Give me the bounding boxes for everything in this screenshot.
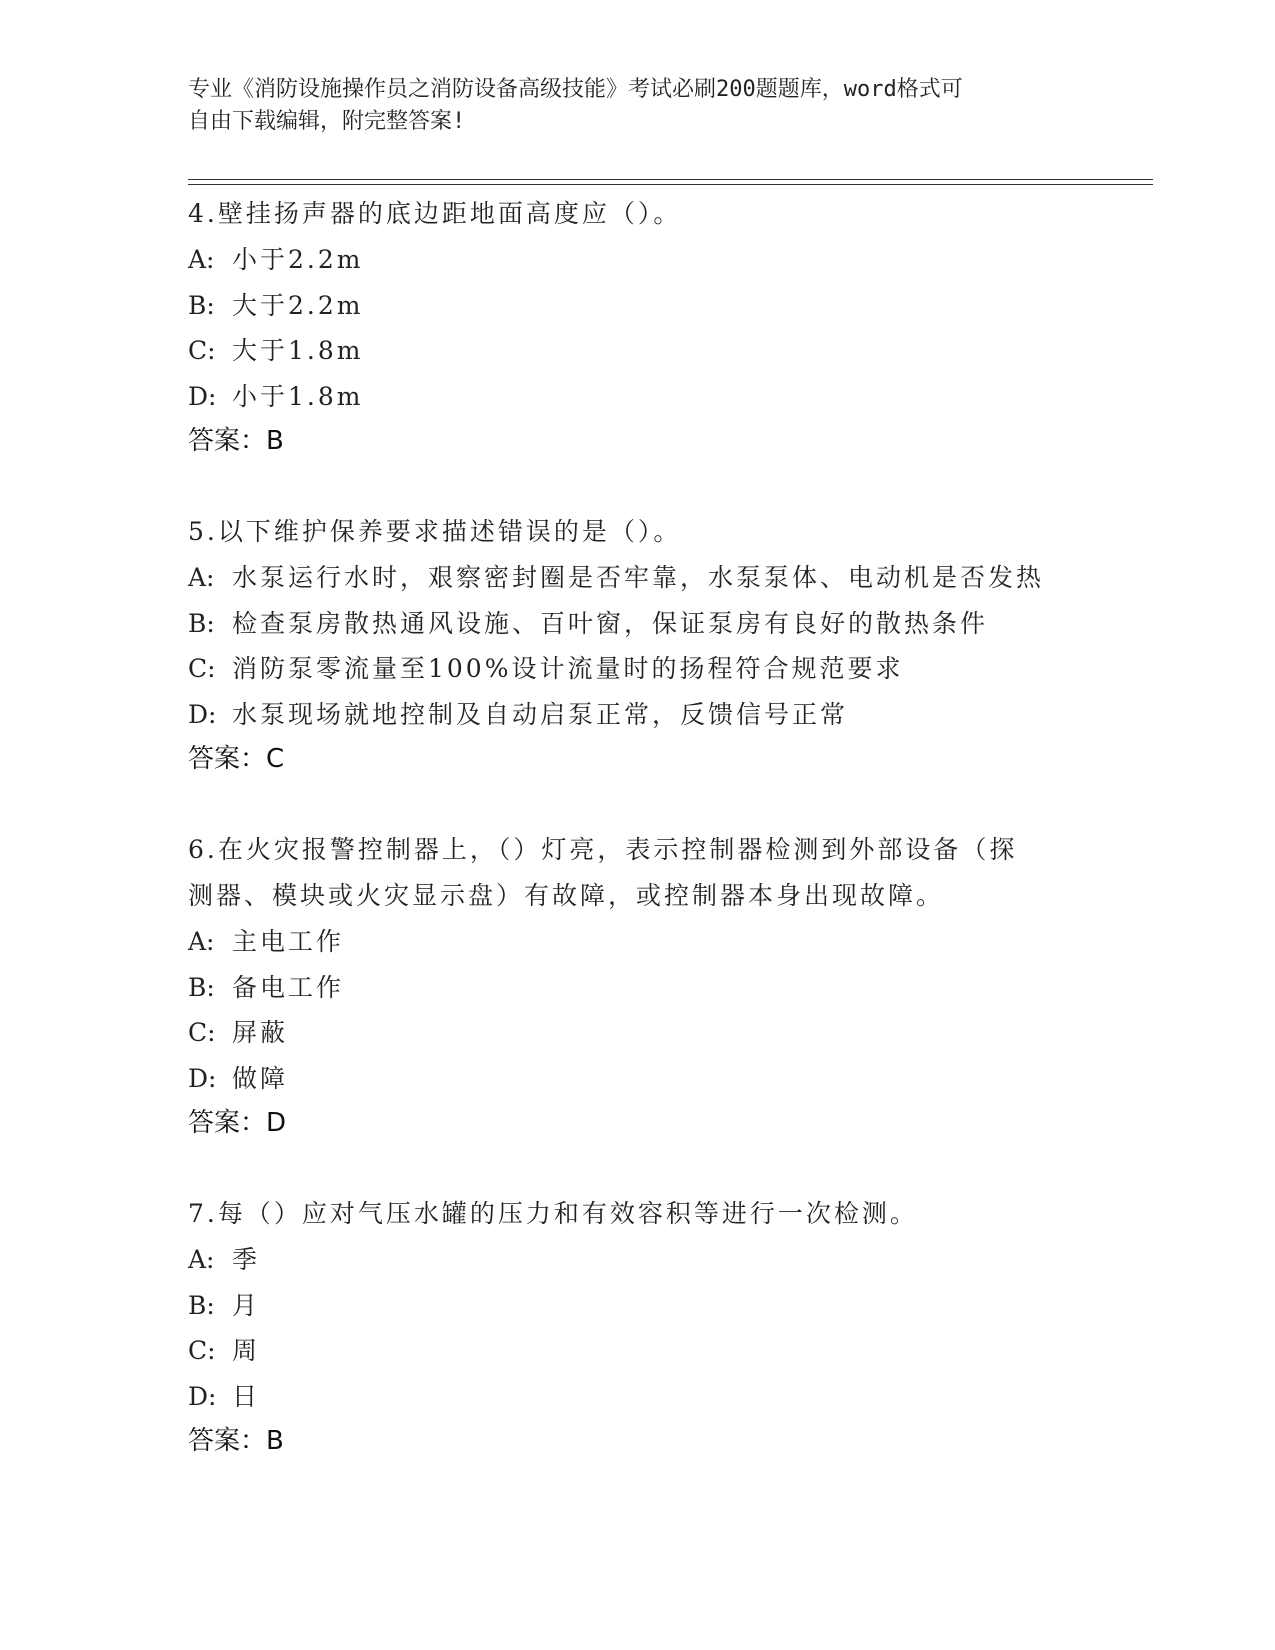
option-text: 大于1.8m bbox=[232, 336, 364, 365]
answer-line: 答案：B bbox=[188, 426, 284, 456]
option-letter: D: bbox=[188, 1381, 217, 1411]
option-text: 大于2.2m bbox=[232, 290, 364, 320]
option-letter: C: bbox=[188, 1018, 216, 1047]
option-text: 水泵运行水时，艰察密封圈是否牢靠，水泵泵体、电动机是否发热 bbox=[232, 563, 1045, 592]
answer-line: 答案：C bbox=[188, 744, 285, 774]
header-line-1: 专业《消防设施操作员之消防设备高级技能》考试必刷200题题库，word格式可 bbox=[188, 77, 963, 102]
option-letter: C: bbox=[188, 1336, 216, 1365]
option-c bbox=[188, 1328, 1088, 1374]
question-6 bbox=[188, 827, 1088, 1147]
option-text: 主电工作 bbox=[232, 927, 345, 956]
question-stem: 7.每（）应对气压水罐的压力和有效容积等进行一次检测。 bbox=[188, 1199, 918, 1228]
option-b bbox=[188, 601, 1088, 647]
option-letter: B: bbox=[188, 972, 215, 1002]
question-stem-line-1: 6.在火灾报警控制器上，（）灯亮，表示控制器检测到外部设备（探 bbox=[188, 835, 1018, 864]
header-line-2: 自由下载编辑，附完整答案! bbox=[188, 109, 466, 134]
question-4 bbox=[188, 191, 1088, 465]
option-text: 日 bbox=[232, 1381, 261, 1411]
option-text: 季 bbox=[232, 1245, 261, 1274]
option-letter: A: bbox=[188, 927, 215, 956]
option-letter: B: bbox=[188, 290, 215, 320]
document-header bbox=[188, 74, 1068, 138]
option-c bbox=[188, 328, 1088, 374]
option-text: 做障 bbox=[232, 1063, 289, 1093]
answer-line: 答案：D bbox=[188, 1108, 287, 1138]
option-b bbox=[188, 283, 1088, 329]
option-d bbox=[188, 374, 1088, 420]
option-letter: D: bbox=[188, 381, 217, 411]
option-a bbox=[188, 237, 1088, 283]
option-letter: B: bbox=[188, 1290, 215, 1320]
option-text: 月 bbox=[232, 1290, 261, 1320]
option-letter: D: bbox=[188, 1063, 217, 1093]
option-a bbox=[188, 555, 1088, 601]
option-d bbox=[188, 1374, 1088, 1420]
option-letter: A: bbox=[188, 245, 215, 274]
option-b bbox=[188, 1283, 1088, 1329]
question-stem bbox=[188, 827, 1088, 919]
option-letter: D: bbox=[188, 699, 217, 729]
option-d bbox=[188, 692, 1088, 738]
option-c bbox=[188, 1010, 1088, 1056]
option-letter: C: bbox=[188, 654, 216, 683]
answer-line: 答案：B bbox=[188, 1426, 284, 1456]
header-divider-bottom bbox=[188, 184, 1153, 185]
option-d bbox=[188, 1056, 1088, 1102]
option-text: 检查泵房散热通风设施、百叶窗，保证泵房有良好的散热条件 bbox=[232, 608, 989, 638]
option-text: 屏蔽 bbox=[232, 1018, 289, 1047]
option-text: 备电工作 bbox=[232, 972, 345, 1002]
question-5 bbox=[188, 509, 1088, 783]
question-stem: 5.以下维护保养要求描述错误的是（）。 bbox=[188, 517, 682, 546]
option-text: 小于2.2m bbox=[232, 245, 364, 274]
option-text: 小于1.8m bbox=[232, 381, 364, 411]
option-text: 周 bbox=[232, 1336, 261, 1365]
header-divider-top bbox=[188, 179, 1153, 180]
question-7 bbox=[188, 1191, 1088, 1465]
option-c bbox=[188, 646, 1088, 692]
question-stem-line-2: 测器、模块或火灾显示盘）有故障，或控制器本身出现故障。 bbox=[188, 881, 945, 910]
option-letter: C: bbox=[188, 336, 216, 365]
option-text: 水泵现场就地控制及自动启泵正常，反馈信号正常 bbox=[232, 699, 849, 729]
option-a bbox=[188, 919, 1088, 965]
option-text: 消防泵零流量至100%设计流量时的扬程符合规范要求 bbox=[232, 654, 904, 683]
option-b bbox=[188, 965, 1088, 1011]
option-letter: B: bbox=[188, 608, 215, 638]
option-letter: A: bbox=[188, 1245, 215, 1274]
option-a bbox=[188, 1237, 1088, 1283]
option-letter: A: bbox=[188, 563, 215, 592]
question-stem: 4.壁挂扬声器的底边距地面高度应（）。 bbox=[188, 199, 682, 228]
